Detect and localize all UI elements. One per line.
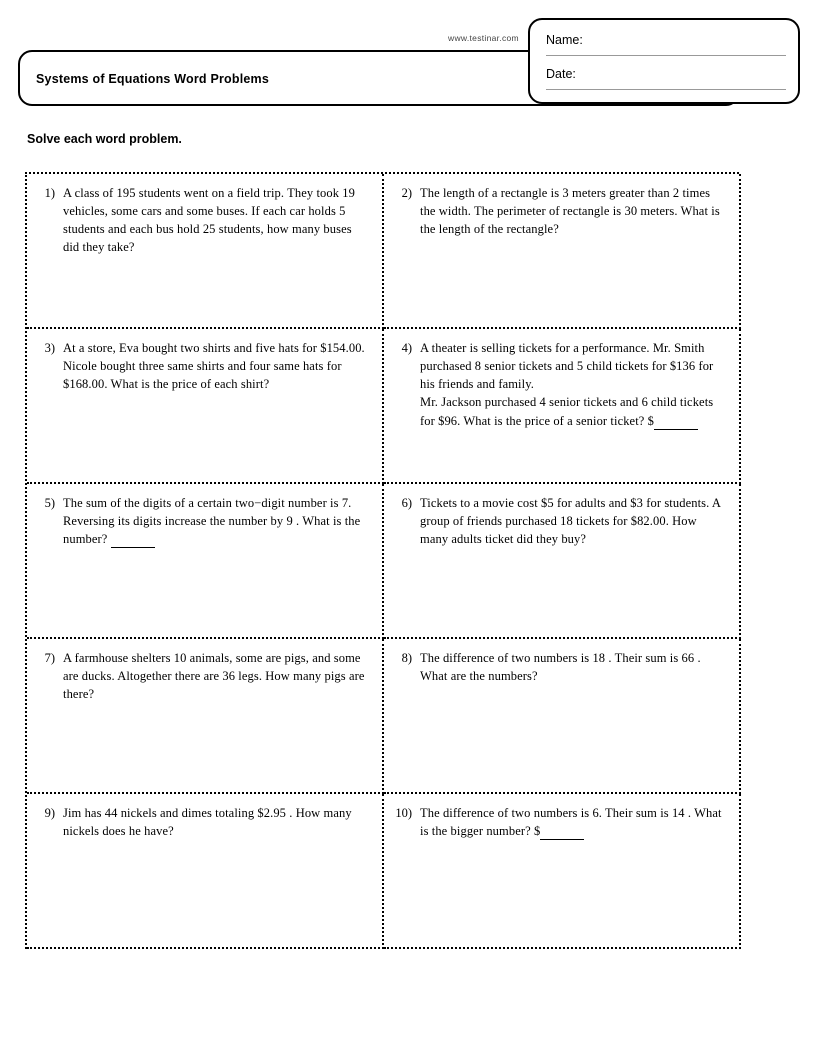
problem-number: 5) bbox=[44, 496, 55, 510]
page-title: Systems of Equations Word Problems bbox=[36, 72, 270, 86]
problem-cell bbox=[27, 329, 384, 484]
problems-grid bbox=[25, 172, 739, 949]
problem-text: Jim has 44 nickels and dimes totaling $2.95 . How many nickels does he have? bbox=[63, 806, 352, 839]
date-label: Date: bbox=[546, 67, 576, 81]
problem-text-body: The sum of the digits of a certain two−digit number is 7. Reversing its digits increase the number by 9 . What is the number? bbox=[63, 496, 361, 547]
problem-text: The difference of two numbers is 18 . Their sum is 66 . What are the numbers? bbox=[420, 651, 701, 684]
problem-cell bbox=[27, 484, 384, 639]
problem-cell bbox=[384, 639, 741, 794]
problem-number: 7) bbox=[44, 651, 55, 665]
problem-text bbox=[63, 494, 370, 548]
problem-cell bbox=[27, 639, 384, 794]
problem-text: A class of 195 students went on a field trip. They took 19 vehicles, some cars and some buses. If each car holds 5 students and each bus hold 25 students, how many buses did they take? bbox=[63, 186, 355, 255]
problem-number: 1) bbox=[44, 186, 55, 200]
name-input-line[interactable] bbox=[546, 55, 786, 56]
site-watermark: www.testinar.com bbox=[448, 33, 519, 43]
problem-cell bbox=[384, 484, 741, 639]
problem-text: A farmhouse shelters 10 animals, some are pigs, and some are ducks. Altogether there are 36 legs. How many pigs are there? bbox=[63, 651, 365, 702]
problem-number: 4) bbox=[401, 341, 412, 355]
student-info-box bbox=[528, 18, 800, 104]
problem-cell bbox=[384, 329, 741, 484]
page-header bbox=[0, 0, 816, 110]
problem-cell bbox=[384, 174, 741, 329]
problem-number: 3) bbox=[44, 341, 55, 355]
date-field-row bbox=[546, 67, 786, 81]
date-input-line[interactable] bbox=[546, 89, 786, 90]
problem-cell bbox=[384, 794, 741, 949]
problem-text: At a store, Eva bought two shirts and five hats for $154.00. Nicole bought three same shirts and four same hats for $168.00. What is the price of each shirt? bbox=[63, 341, 365, 392]
problem-text-part2-body: Mr. Jackson purchased 4 senior tickets and 6 child tickets for $96. What is the price of a senior ticket? $ bbox=[420, 395, 714, 428]
problem-text-body: The difference of two numbers is 6. Their sum is 14 . What is the bigger number? $ bbox=[420, 806, 722, 839]
problem-number: 9) bbox=[44, 806, 55, 820]
problem-number: 10) bbox=[395, 806, 412, 820]
answer-blank[interactable] bbox=[654, 418, 698, 430]
problem-number: 8) bbox=[401, 651, 412, 665]
problem-text bbox=[420, 339, 727, 430]
problem-number: 6) bbox=[401, 496, 412, 510]
problem-text: The length of a rectangle is 3 meters greater than 2 times the width. The perimeter of rectangle is 30 meters. What is the length of the rectangle? bbox=[420, 186, 720, 237]
instructions-text: Solve each word problem. bbox=[27, 132, 182, 146]
answer-blank[interactable] bbox=[540, 828, 584, 840]
answer-blank[interactable] bbox=[111, 536, 155, 548]
problem-cell bbox=[27, 174, 384, 329]
problem-text-part2 bbox=[420, 393, 727, 429]
problem-cell bbox=[27, 794, 384, 949]
name-label: Name: bbox=[546, 33, 583, 47]
problem-number: 2) bbox=[401, 186, 412, 200]
problem-text: Tickets to a movie cost $5 for adults and $3 for students. A group of friends purchased 18 tickets for $82.00. How many adults ticket did they buy? bbox=[420, 496, 721, 547]
problem-text-part1: A theater is selling tickets for a performance. Mr. Smith purchased 8 senior tickets and 5 child tickets for $136 for his friends and family. bbox=[420, 341, 714, 392]
problem-text bbox=[420, 804, 727, 840]
name-field-row bbox=[546, 33, 786, 47]
